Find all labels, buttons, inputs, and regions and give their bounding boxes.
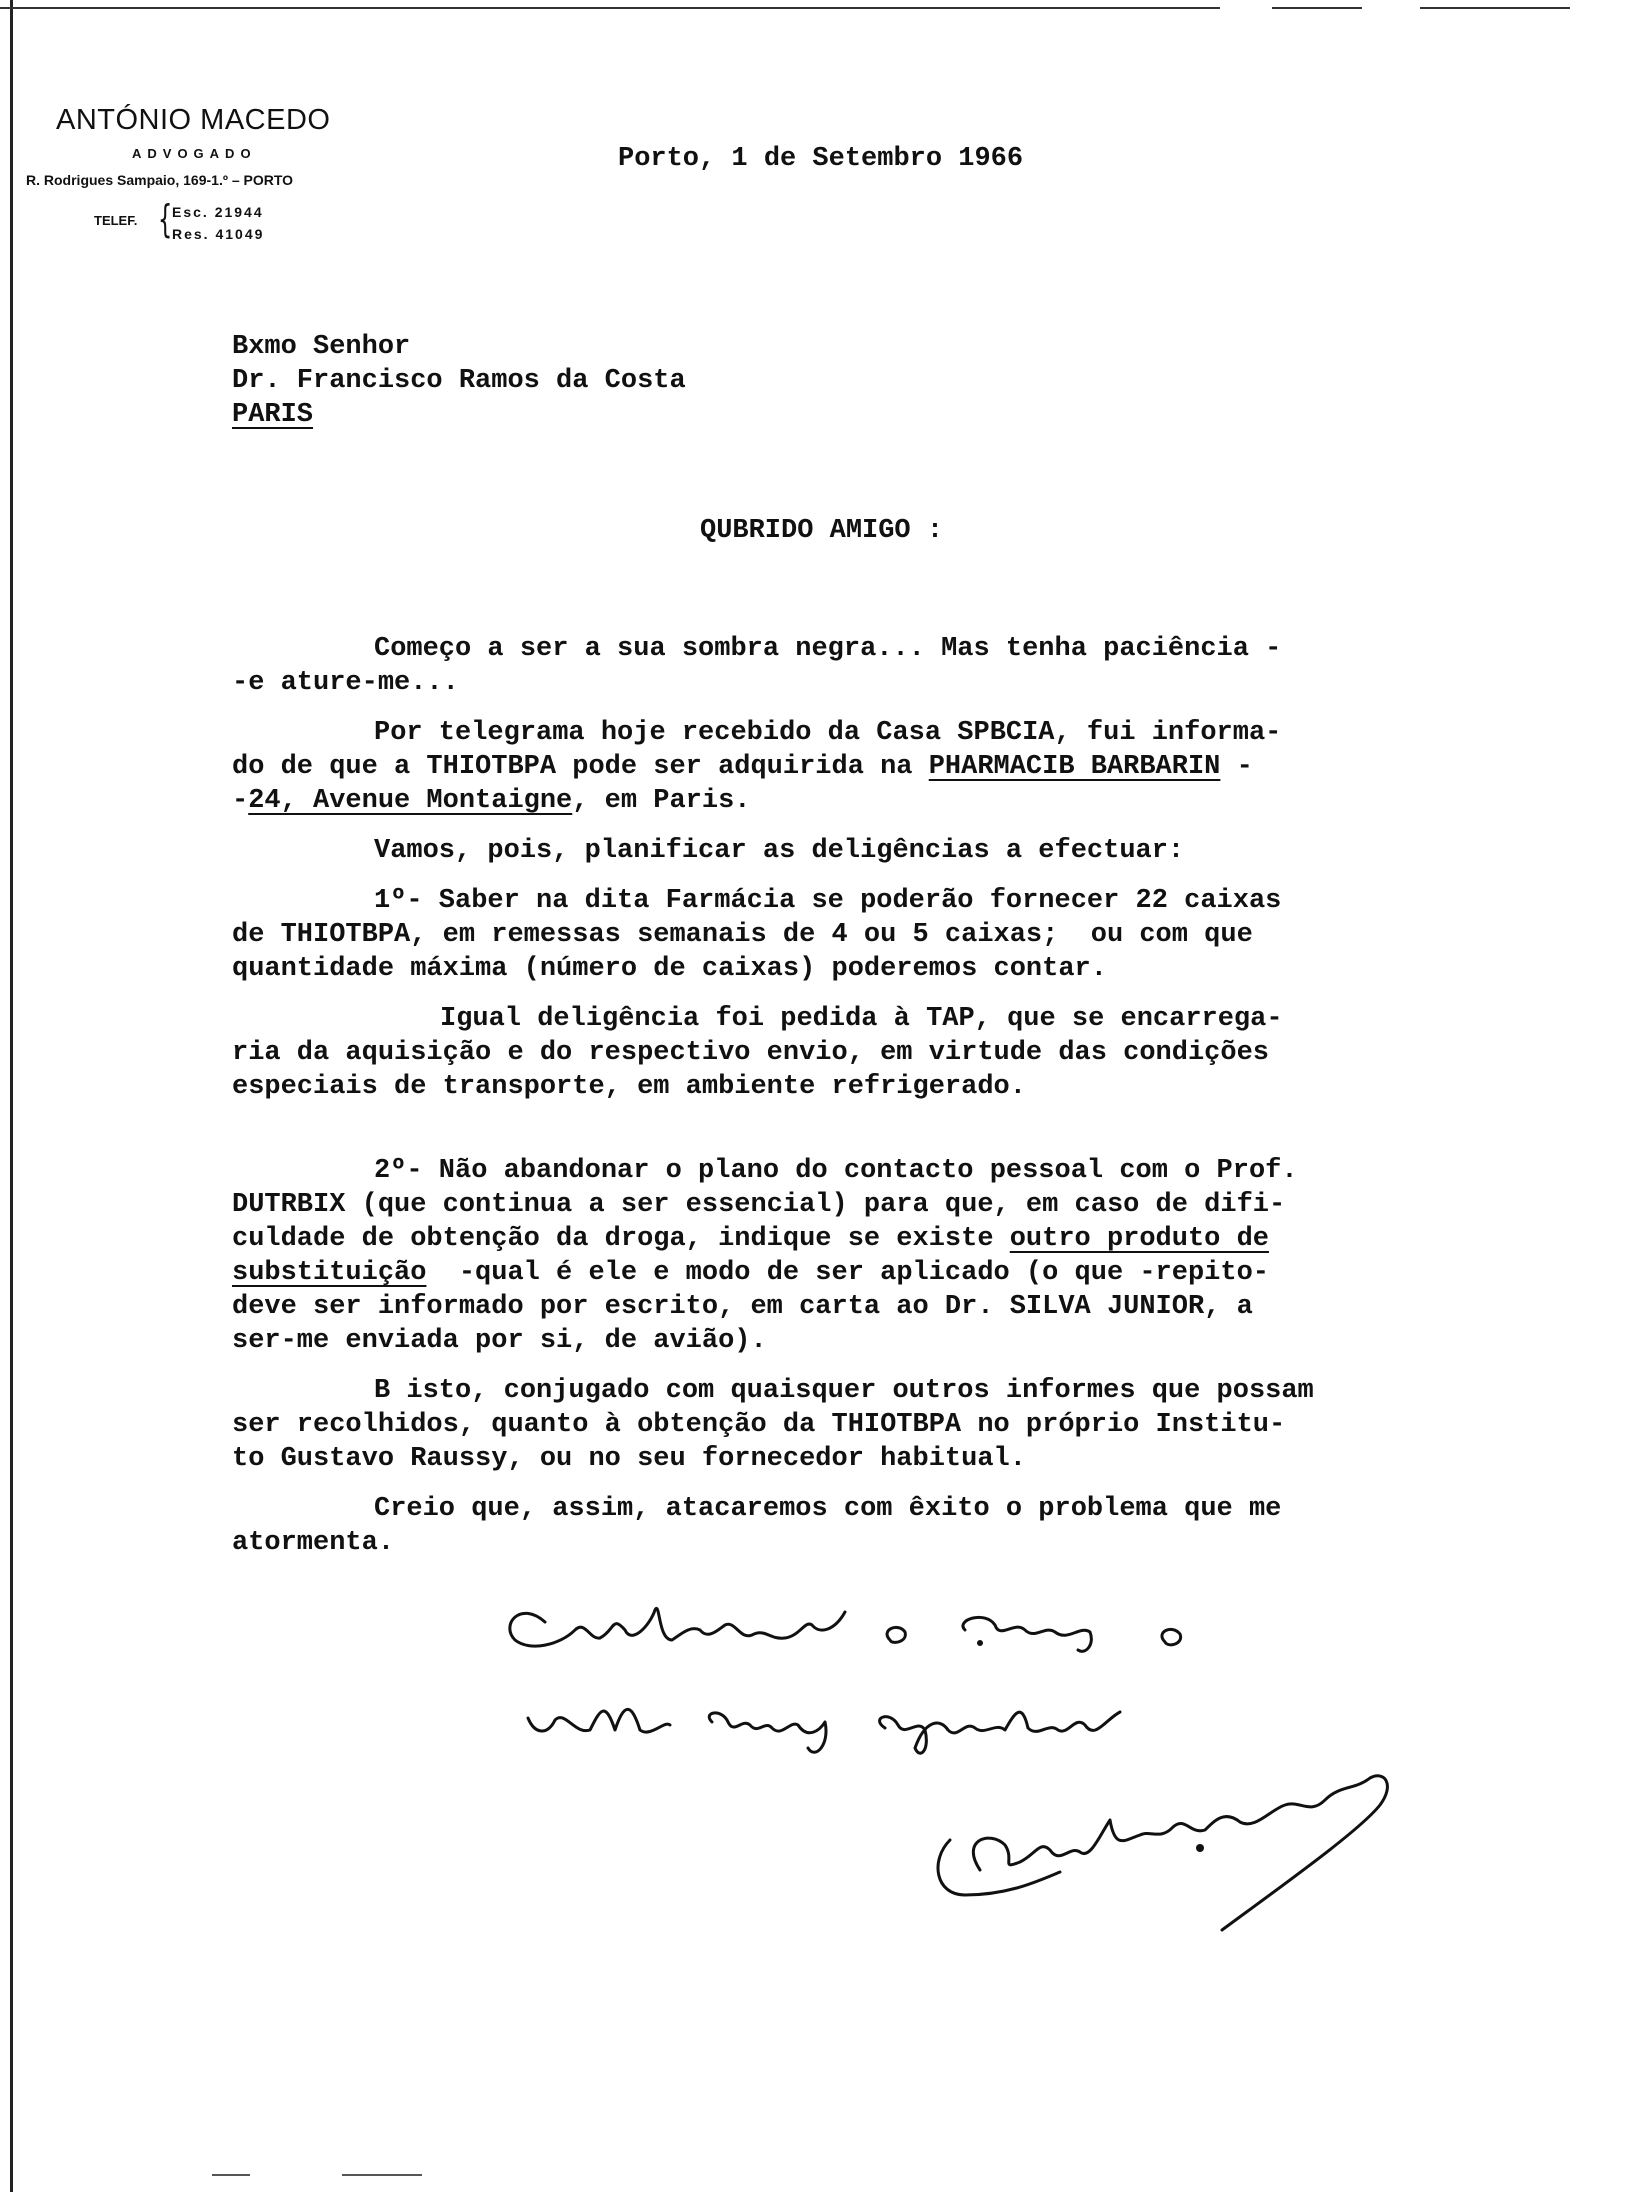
body-line: de THIOTBPA, em remessas semanais de 4 ou 5 caixas; ou com que (232, 920, 1253, 950)
body-line: DUTRBIX (que continua a ser essencial) para que, em caso de difi- (232, 1190, 1286, 1220)
handwritten-closing-line-2 (528, 1709, 670, 1732)
body-text: , em Paris. (572, 786, 751, 816)
body-line: B isto, conjugado com quaisquer outros informes que possam (374, 1376, 1314, 1406)
body-line: -e ature-me... (232, 668, 459, 698)
body-line: atormenta. (232, 1528, 395, 1558)
letterhead-name: ANTÓNIO MACEDO (56, 104, 331, 136)
handwritten-closing-word (880, 1712, 1120, 1753)
letterhead-tel-office: Esc. 21944 (172, 204, 264, 220)
handwritten-closing-word (963, 1617, 1091, 1651)
body-line: especiais de transporte, em ambiente refrigerado. (232, 1072, 1026, 1102)
body-line: Igual deligência foi pedida à TAP, que se encarrega- (440, 1004, 1283, 1034)
pharmacy-address-underlined: 24, Avenue Montaigne (248, 786, 573, 816)
body-line: 2º- Não abandonar o plano do contacto pessoal com o Prof. (374, 1156, 1298, 1186)
recipient-city: PARIS (232, 400, 314, 430)
recipient-name: Dr. Francisco Ramos da Costa (232, 366, 686, 396)
body-line: to Gustavo Raussy, ou no seu fornecedor habitual. (232, 1444, 1026, 1474)
letter-date: Porto, 1 de Setembro 1966 (618, 144, 1024, 174)
handwritten-closing-word (709, 1713, 826, 1752)
body-line: Creio que, assim, atacaremos com êxito o problema que me (374, 1494, 1282, 1524)
handwritten-signature (973, 1776, 1387, 1930)
body-line: ser-me enviada por si, de avião). (232, 1326, 767, 1356)
body-text: do de que a THIOTBPA pode ser adquirida na (232, 752, 929, 782)
body-line: ser recolhidos, quanto à obtenção da THIOTBPA no próprio Institu- (232, 1410, 1286, 1440)
body-text: - (1220, 752, 1253, 782)
handwritten-closing-word (1162, 1629, 1181, 1644)
recipient-salutation: Bxmo Senhor (232, 332, 411, 362)
body-line: deve ser informado por escrito, em carta ao Dr. SILVA JUNIOR, a (232, 1292, 1253, 1322)
letterhead-tel-label: TELEF. (94, 213, 138, 228)
letter-greeting: QUBRIDO AMIGO : (700, 516, 944, 546)
body-line: Por telegrama hoje recebido da Casa SPBCIA, fui informa- (374, 718, 1282, 748)
body-line: 1º- Saber na dita Farmácia se poderão fornecer 22 caixas (374, 886, 1282, 916)
body-line: ria da aquisição e do respectivo envio, em virtude das condições (232, 1038, 1269, 1068)
substitution-underlined: substituição (232, 1258, 427, 1288)
body-text: -qual é ele e modo de ser aplicado (o que -repito- (426, 1258, 1269, 1288)
substitute-product-underlined: outro produto de (1009, 1224, 1269, 1254)
body-line: Vamos, pois, planificar as deligências a efectuar: (374, 836, 1185, 866)
letterhead-brace: { (157, 197, 173, 241)
body-line: quantidade máxima (número de caixas) poderemos contar. (232, 954, 1107, 984)
letterhead-address: R. Rodrigues Sampaio, 169-1.º – PORTO (26, 172, 294, 188)
pharmacy-name-underlined: PHARMACIB BARBARIN (928, 752, 1221, 782)
handwritten-closing-line-1 (510, 1608, 845, 1646)
body-line: Começo a ser a sua sombra negra... Mas tenha paciência - (374, 634, 1282, 664)
body-text: culdade de obtenção da droga, indique se existe (232, 1224, 1010, 1254)
handwritten-closing-word (887, 1627, 905, 1642)
body-text: - (232, 786, 249, 816)
letterhead-tel-residence: Res. 41049 (172, 226, 265, 242)
letterhead-title: ADVOGADO (132, 146, 257, 161)
